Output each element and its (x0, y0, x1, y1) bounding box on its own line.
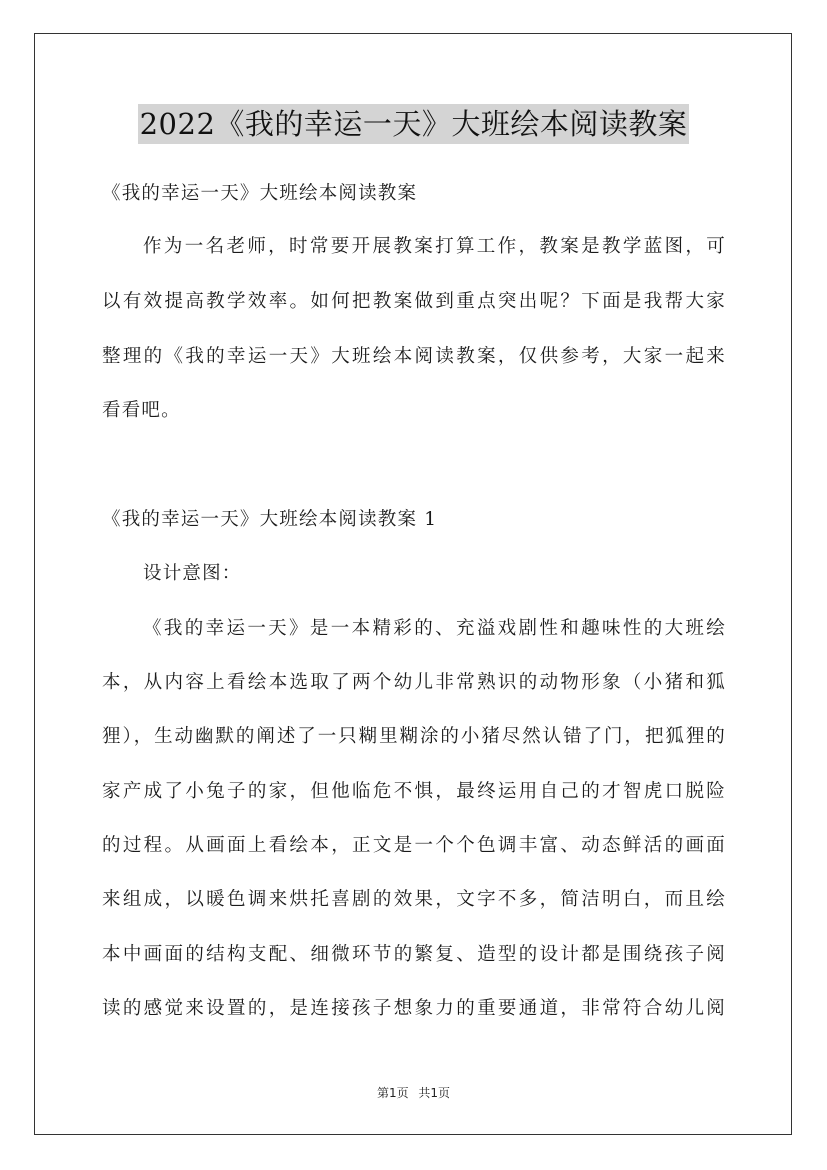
section-heading: 《我的幸运一天》大班绘本阅读教案 1 (102, 509, 438, 530)
intro-line-2: 以有效提高教学效率。如何把教案做到重点突出呢？下面是我帮大家 (102, 291, 726, 312)
intro-line-1: 作为一名老师，时常要开展教案打算工作，教案是教学蓝图，可 (143, 236, 726, 257)
document-title: 2022《我的幸运一天》大班绘本阅读教案 (138, 104, 690, 144)
body-line-2: 本，从内容上看绘本选取了两个幼儿非常熟识的动物形象（小猪和狐 (102, 672, 726, 693)
body-line-6: 来组成，以暖色调来烘托喜剧的效果，文字不多，简洁明白，而且绘 (102, 889, 726, 910)
design-intent-label: 设计意图： (143, 563, 242, 584)
body-line-3: 狸），生动幽默的阐述了一只糊里糊涂的小猪尽然认错了门，把狐狸的 (102, 726, 726, 747)
page-total: 共1页 (418, 1086, 451, 1100)
page-footer (0, 1084, 827, 1101)
body-line-5: 的过程。从画面上看绘本，正文是一个个色调丰富、动态鲜活的画面 (102, 835, 726, 856)
intro-line-4: 看看吧。 (102, 400, 181, 421)
body-line-8: 读的感觉来设置的，是连接孩子想象力的重要通道，非常符合幼儿阅 (102, 998, 726, 1019)
body-line-1: 《我的幸运一天》是一本精彩的、充溢戏剧性和趣味性的大班绘 (143, 618, 726, 639)
body-line-4: 家产成了小兔子的家，但他临危不惧，最终运用自己的才智虎口脱险 (102, 781, 726, 802)
document-subtitle: 《我的幸运一天》大班绘本阅读教案 (102, 183, 418, 204)
intro-line-3: 整理的《我的幸运一天》大班绘本阅读教案，仅供参考，大家一起来 (102, 346, 726, 367)
page-number: 第1页 (376, 1086, 409, 1100)
title-container (0, 104, 827, 144)
body-line-7: 本中画面的结构支配、细微环节的繁复、造型的设计都是围绕孩子阅 (102, 944, 726, 965)
